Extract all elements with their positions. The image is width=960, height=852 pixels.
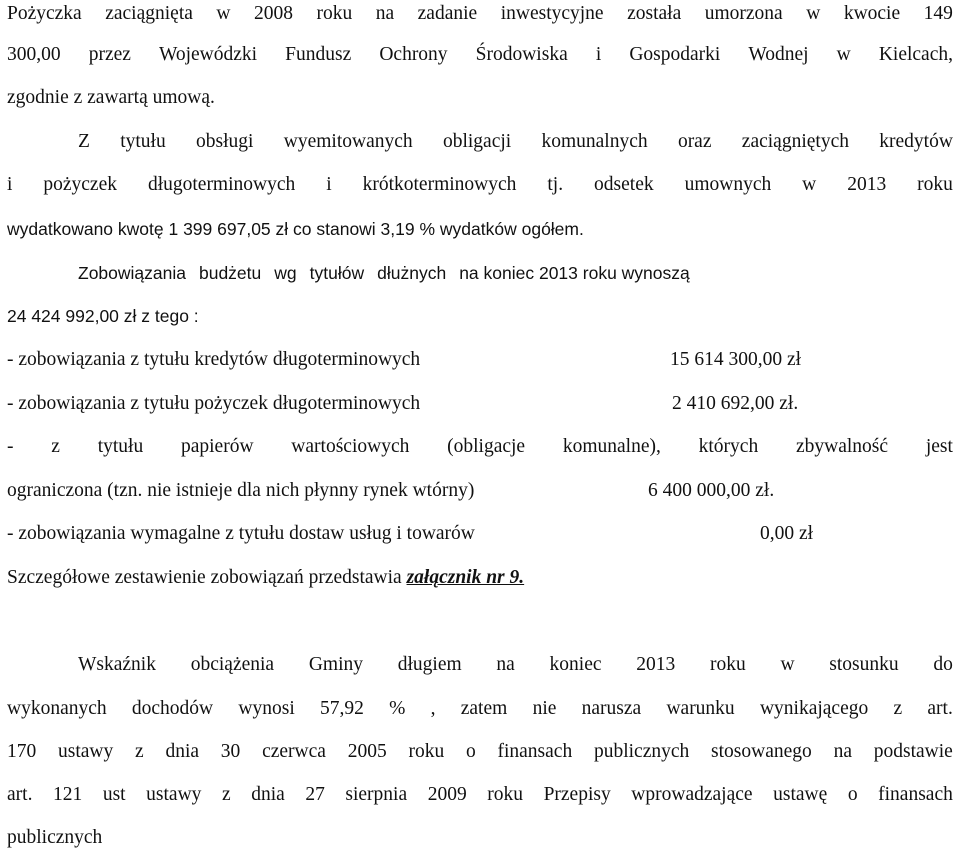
word: o [465,741,476,762]
word: dnia [251,784,285,805]
liability-row-3-line-1 [7,433,953,461]
word: Wskaźnik [78,654,156,675]
word: (obligacje [447,436,526,457]
details-text: Szczegółowe zestawienie zobowiązań przedstawia [7,567,407,588]
word: o [847,784,858,805]
word: i [326,174,332,195]
word: 121 [53,784,83,805]
word: zbywalność [795,436,889,457]
word: kredytów [879,131,953,152]
p4-line-2 [7,695,953,723]
word: Pożyczka [7,3,82,24]
p3-line-2: 24 424 992,00 zł z tego : [7,306,199,326]
p4-line-4 [7,781,953,809]
word: Z [78,131,90,152]
p1-line-3: zgodnie z zawartą umową. [7,87,215,108]
p2-line-3: wydatkowano kwotę 1 399 697,05 zł co stanowi 3,19 % wydatków ogółem. [7,219,584,239]
word: Zobowiązania [78,263,186,283]
liability-amount: 2 410 692,00 zł. [672,393,799,414]
word: dnia [165,741,200,762]
word: ustawę [773,784,828,805]
liability-amount: 0,00 zł [760,523,814,544]
word: 27 [305,784,325,805]
word: sierpnia [345,784,408,805]
word: Fundusz [285,44,352,65]
liability-label: - zobowiązania wymagalne z tytułu dostaw usług i towarów [7,523,475,544]
word: dłużnych [377,263,447,283]
word: do [933,654,953,675]
word: została [627,3,682,24]
word: komunalnych [541,131,648,152]
word: wykonanych [7,698,107,719]
word: , [430,698,436,719]
word: z [51,436,60,457]
word: zaciągnięta [105,3,193,24]
word: tytułów [309,263,365,283]
word: inwestycyjne [500,3,604,24]
liability-label: ograniczona (tzn. nie istnieje dla nich płynny rynek wtórny) [7,480,475,501]
word: kwocie [843,3,901,24]
word: roku [487,784,523,805]
word: w [780,654,795,675]
word: wprowadzające [631,784,753,805]
word: ustawy [146,784,202,805]
word: w [836,44,851,65]
word: tj. [547,174,564,195]
word: w [216,3,231,24]
word: publicznych [593,741,690,762]
word: nie [532,698,557,719]
liability-amount: 15 614 300,00 zł [670,349,802,370]
word: obligacji [442,131,512,152]
word: 170 [7,741,37,762]
word: narusza [581,698,642,719]
word: art. [927,698,953,719]
word: 30 [220,741,241,762]
word: na [496,654,515,675]
word: wyemitowanych [283,131,413,152]
word: % [389,698,406,719]
word: Wojewódzki [159,44,258,65]
word: finansach [878,784,953,805]
p2-line-1 [7,128,953,156]
attachment-reference: załącznik nr 9. [406,567,525,588]
word: pożyczek [43,174,117,195]
word: z [221,784,231,805]
word: obciążenia [190,654,275,675]
word: wartościowych [291,436,410,457]
word: koniec [549,654,602,675]
word: z [135,741,144,762]
p4-line-3 [7,738,953,766]
p3-line-1-words [78,263,690,283]
liability-row-2 [7,390,953,418]
word: Kielcach, [878,44,953,65]
word: art. [7,784,33,805]
word: wg [274,263,297,283]
p1-line-2 [7,41,953,69]
word: roku [917,174,953,195]
word: 2013 [636,654,676,675]
word: obsługi [196,131,254,152]
word: 149 [923,3,953,24]
word: Gospodarki [629,44,721,65]
word: tytułu [120,131,166,152]
p1-line-1 [7,0,953,28]
word: Środowiska [475,44,568,65]
word: Gminy [308,654,363,675]
word: 2005 [347,741,387,762]
word: komunalne), [562,436,661,457]
liability-row-3-line-2 [7,477,953,505]
word: długiem [397,654,462,675]
word: zaciągniętych [741,131,849,152]
word: roku [316,3,353,24]
word: Przepisy [543,784,611,805]
word: dochodów [131,698,214,719]
word: 2009 [427,784,467,805]
liability-label: - zobowiązania z tytułu kredytów długoterminowych [7,349,421,370]
word: ust [102,784,126,805]
word: jest [925,436,953,457]
word: stosunku [829,654,899,675]
word: umownych [684,174,772,195]
word: - [7,436,14,457]
word: warunku [666,698,735,719]
word: roku [408,741,445,762]
word: w [802,174,817,195]
word: krótkoterminowych [362,174,517,195]
liability-amount: 6 400 000,00 zł. [648,480,775,501]
word: 300,00 [7,44,61,65]
liability-label: - zobowiązania z tytułu pożyczek długoterminowych [7,393,421,414]
word: tytułu [97,436,144,457]
word: i [595,44,602,65]
p2-line-2 [7,171,953,199]
p4-line-1 [7,651,953,679]
word: 2013 [847,174,887,195]
word: z [893,698,903,719]
word: w [806,3,821,24]
word: stosowanego [711,741,812,762]
word: podstawie [873,741,953,762]
word: Wodnej [748,44,809,65]
word: zatem [460,698,508,719]
liability-row-4 [7,520,953,548]
p3-line-1 [7,259,960,287]
word: na [833,741,852,762]
word: których [698,436,759,457]
word: odsetek [594,174,654,195]
word: roku [709,654,746,675]
word: finansach [497,741,573,762]
word: wynikającego [759,698,869,719]
word: oraz [677,131,712,152]
word: i [7,174,13,195]
p4-line-5: publicznych [7,827,103,848]
liability-row-1 [7,346,953,374]
word: papierów [180,436,254,457]
word: czerwca [262,741,326,762]
word: na [375,3,395,24]
word: zadanie [417,3,478,24]
word: długoterminowych [147,174,296,195]
word: 2008 [254,3,293,24]
word: 57,92 [320,698,364,719]
word: wynosi [238,698,295,719]
word: budżetu [198,263,262,283]
word: Ochrony [379,44,448,65]
word: na koniec 2013 roku wynoszą [459,263,690,283]
details-line [7,564,953,592]
word: przez [88,44,131,65]
word: umorzona [704,3,783,24]
word: ustawy [58,741,114,762]
